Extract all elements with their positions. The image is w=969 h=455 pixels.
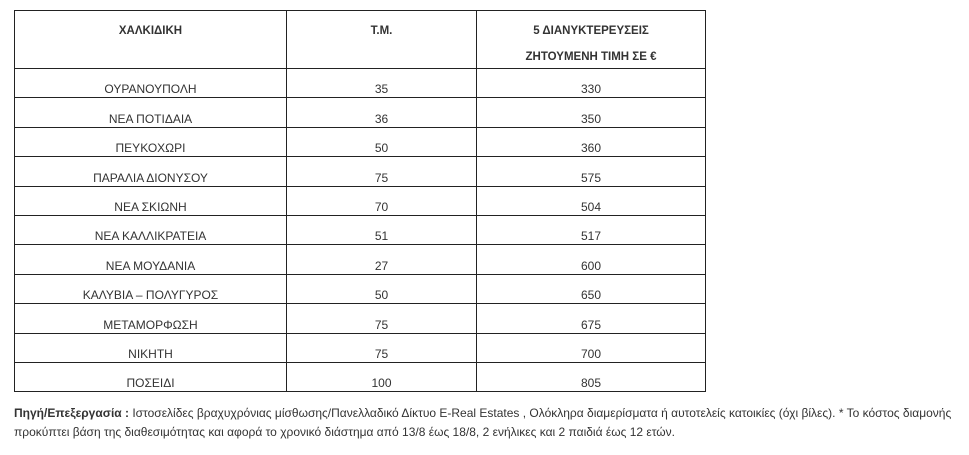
cell-price: 805 bbox=[477, 362, 706, 391]
table-row bbox=[15, 333, 706, 362]
cell-area: ΝΕΑ ΣΚΙΩΝΗ bbox=[15, 186, 287, 215]
header-price bbox=[477, 11, 706, 69]
cell-area: ΚΑΛΥΒΙΑ – ΠΟΛΥΓΥΡΟΣ bbox=[15, 274, 287, 303]
cell-area: ΠΟΣΕΙΔΙ bbox=[15, 362, 287, 391]
table-row bbox=[15, 362, 706, 391]
table-row bbox=[15, 98, 706, 127]
source-note-text: Ιστοσελίδες βραχυχρόνιας μίσθωσης/Πανελλαδικό Δίκτυο E-Real Estates , Ολόκληρα διαμερίσματα ή αυτοτελείς κατοικίες (όχι βίλες). * Το κόστος διαμονής προκύπτει βάση της διαθεσιμότητας και αφορά το χρονικό διάστημα από 13/8 έως 18/8, 2 ενήλικες και 2 παιδιά έως 12 ετών. bbox=[14, 406, 952, 439]
table-row bbox=[15, 304, 706, 333]
table-header-row bbox=[15, 11, 706, 69]
cell-sqm: 27 bbox=[287, 245, 477, 274]
cell-area: ΝΕΑ ΠΟΤΙΔΑΙΑ bbox=[15, 98, 287, 127]
cell-price: 350 bbox=[477, 98, 706, 127]
cell-price: 517 bbox=[477, 215, 706, 244]
table-row bbox=[15, 186, 706, 215]
cell-sqm: 75 bbox=[287, 333, 477, 362]
cell-sqm: 75 bbox=[287, 157, 477, 186]
cell-price: 675 bbox=[477, 304, 706, 333]
cell-area: ΟΥΡΑΝΟΥΠΟΛΗ bbox=[15, 69, 287, 98]
header-price-line2: ΖΗΤΟΥΜΕΝΗ ΤΙΜΗ ΣΕ € bbox=[525, 51, 657, 63]
table-body bbox=[15, 69, 706, 392]
cell-sqm: 50 bbox=[287, 127, 477, 156]
table-row bbox=[15, 215, 706, 244]
cell-price: 700 bbox=[477, 333, 706, 362]
header-area bbox=[15, 11, 287, 69]
cell-sqm: 50 bbox=[287, 274, 477, 303]
cell-sqm: 70 bbox=[287, 186, 477, 215]
header-price-line1: 5 ΔΙΑΝΥΚΤΕΡΕΥΣΕΙΣ bbox=[533, 25, 649, 37]
cell-price: 360 bbox=[477, 127, 706, 156]
cell-area: ΝΕΑ ΚΑΛΛΙΚΡΑΤΕΙΑ bbox=[15, 215, 287, 244]
header-area-label: ΧΑΛΚΙΔΙΚΗ bbox=[118, 25, 183, 37]
cell-area: ΜΕΤΑΜΟΡΦΩΣΗ bbox=[15, 304, 287, 333]
table-row bbox=[15, 127, 706, 156]
cell-sqm: 75 bbox=[287, 304, 477, 333]
cell-area: ΝΙΚΗΤΗ bbox=[15, 333, 287, 362]
rental-price-table bbox=[14, 10, 706, 392]
source-note-label: Πηγή/Επεξεργασία : bbox=[14, 406, 129, 420]
source-note bbox=[14, 404, 959, 442]
cell-sqm: 36 bbox=[287, 98, 477, 127]
cell-area: ΝΕΑ ΜΟΥΔΑΝΙΑ bbox=[15, 245, 287, 274]
table-row bbox=[15, 69, 706, 98]
table-row bbox=[15, 274, 706, 303]
table-row bbox=[15, 245, 706, 274]
cell-price: 330 bbox=[477, 69, 706, 98]
cell-price: 650 bbox=[477, 274, 706, 303]
cell-area: ΠΑΡΑΛΙΑ ΔΙΟΝΥΣΟΥ bbox=[15, 157, 287, 186]
cell-price: 504 bbox=[477, 186, 706, 215]
cell-sqm: 100 bbox=[287, 362, 477, 391]
cell-sqm: 51 bbox=[287, 215, 477, 244]
table-row bbox=[15, 157, 706, 186]
header-sqm bbox=[287, 11, 477, 69]
cell-price: 600 bbox=[477, 245, 706, 274]
header-sqm-label: Τ.Μ. bbox=[370, 25, 393, 37]
cell-sqm: 35 bbox=[287, 69, 477, 98]
cell-price: 575 bbox=[477, 157, 706, 186]
cell-area: ΠΕΥΚΟΧΩΡΙ bbox=[15, 127, 287, 156]
